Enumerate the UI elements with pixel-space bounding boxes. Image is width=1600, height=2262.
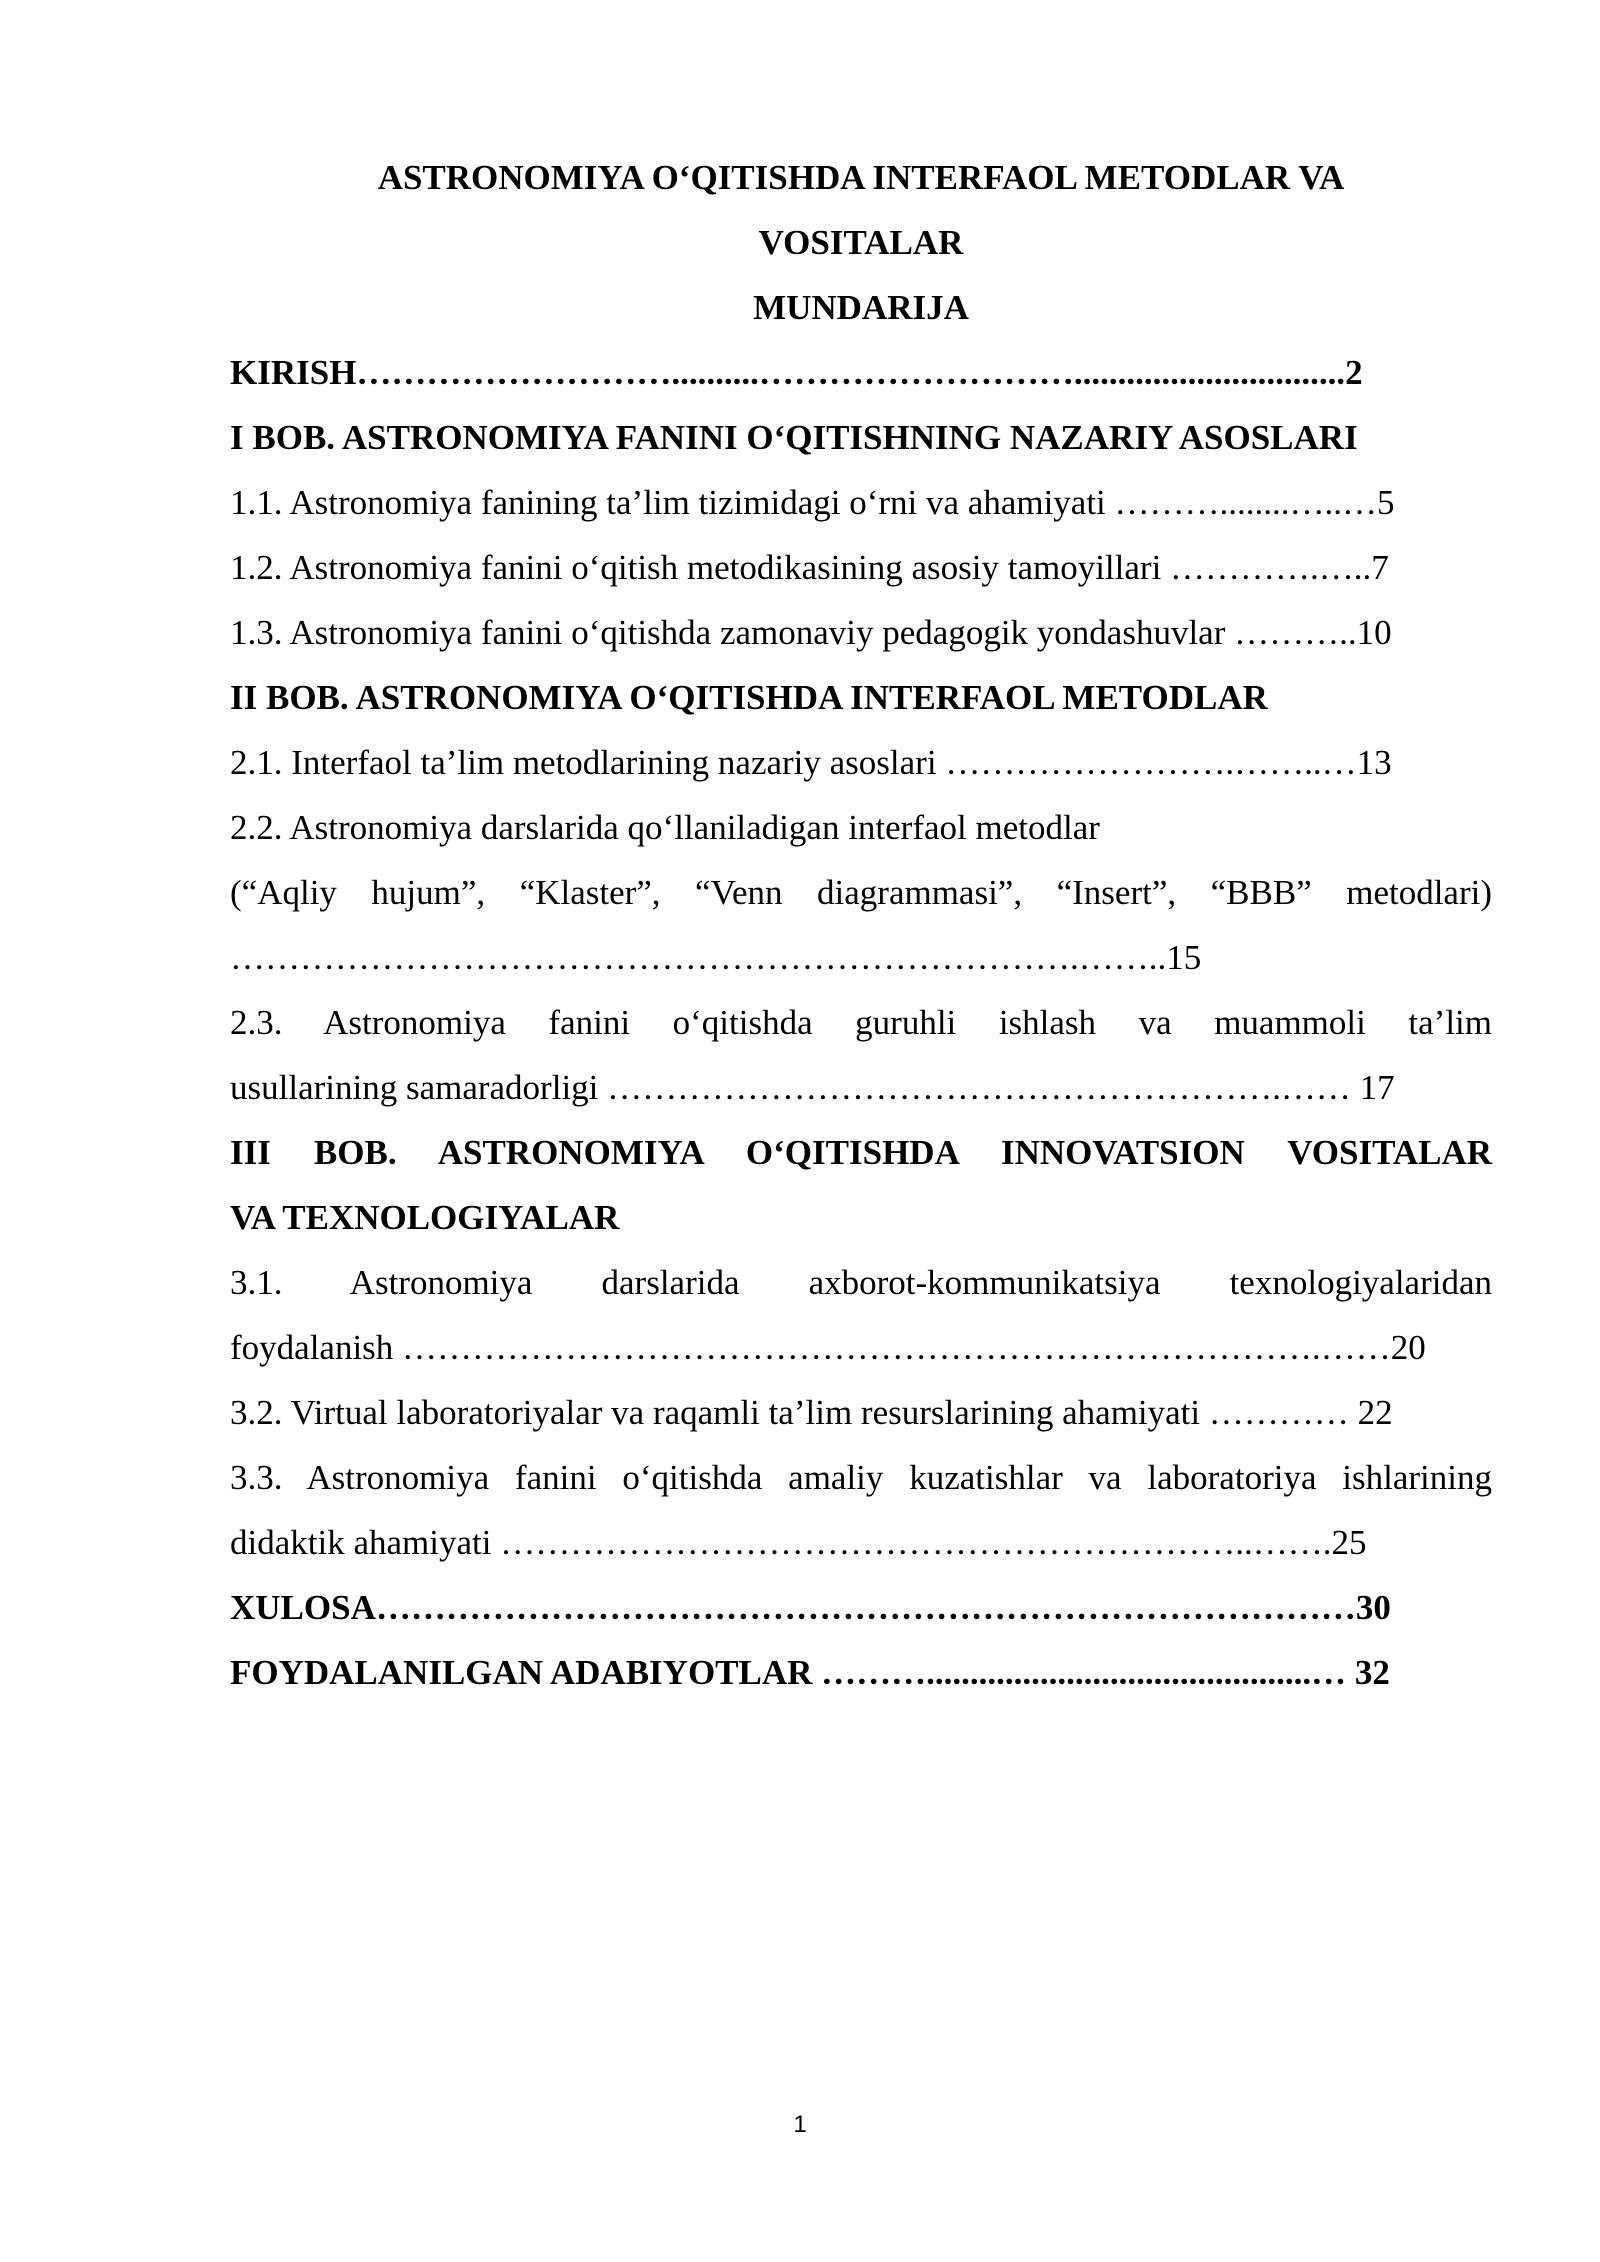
toc-entry-2-2-line3: ……………………………………………………………….……..15 [230,938,1202,977]
toc-entry-xulosa: XULOSA…………………………………………………………………………30 [230,1588,1391,1627]
toc-entry-3-3-line2: didaktik ahamiyati ………………………………………………………..…….25 [230,1523,1367,1562]
toc-entry-1-1: 1.1. Astronomiya fanining ta’lim tizimidagi o‘rni va ahamiyati ………........…..…5 [230,483,1395,522]
toc-chapter-1: I BOB. ASTRONOMIYA FANINI O‘QITISHNING NAZARIY ASOSLARI [230,418,1358,457]
page-number: 1 [793,2111,807,2138]
document-title-line1: ASTRONOMIYA O‘QITISHDA INTERFAOL METODLAR VA [377,158,1345,197]
document-title-line2: VOSITALAR [758,223,964,262]
toc-entry-2-3-line1: 2.3. Astronomiya fanini o‘qitishda guruhli ishlash va muammoli ta’lim [230,1003,1492,1042]
toc-entry-3-3-line1: 3.3. Astronomiya fanini o‘qitishda amaliy kuzatishlar va laboratoriya ishlarining [230,1458,1492,1497]
toc-chapter-3-line1: III BOB. ASTRONOMIYA O‘QITISHDA INNOVATSION VOSITALAR [230,1133,1492,1172]
toc-entry-adabiyotlar: FOYDALANILGAN ADABIYOTLAR ………............................................… 32 [230,1653,1390,1692]
toc-chapter-3-line2: VA TEXNOLOGIYALAR [230,1198,620,1237]
toc-entry-2-1: 2.1. Interfaol ta’lim metodlarining nazariy asoslari …………………….……..…13 [230,743,1392,782]
toc-entry-1-2: 1.2. Astronomiya fanini o‘qitish metodikasining asosiy tamoyillari ………….…..7 [230,548,1389,587]
toc-entry-3-2: 3.2. Virtual laboratoriyalar va raqamli ta’lim resurslarining ahamiyati ………… 22 [230,1393,1393,1432]
toc-entry-3-1-line1: 3.1. Astronomiya darslarida axborot-kommunikatsiya texnologiyalaridan [230,1263,1492,1302]
toc-entry-kirish: KIRISH………………………..........………………………...............................2 [230,353,1363,392]
toc-entry-1-3: 1.3. Astronomiya fanini o‘qitishda zamonaviy pedagogik yondashuvlar ………..10 [230,613,1392,652]
toc-entry-3-1-line2: foydalanish …………………………………………………………………….……20 [230,1328,1426,1367]
table-of-contents [230,145,1492,1705]
toc-entry-2-3-line2: usullarining samaradorligi ………………………………………………….…… 17 [230,1068,1395,1107]
toc-heading: MUNDARIJA [753,288,969,327]
toc-entry-2-2-line1: 2.2. Astronomiya darslarida qo‘llaniladigan interfaol metodlar [230,808,1100,847]
toc-chapter-2: II BOB. ASTRONOMIYA O‘QITISHDA INTERFAOL METODLAR [230,678,1268,717]
toc-entry-2-2-line2: (“Aqliy hujum”, “Klaster”, “Venn diagrammasi”, “Insert”, “BBB” metodlari) [230,873,1492,912]
